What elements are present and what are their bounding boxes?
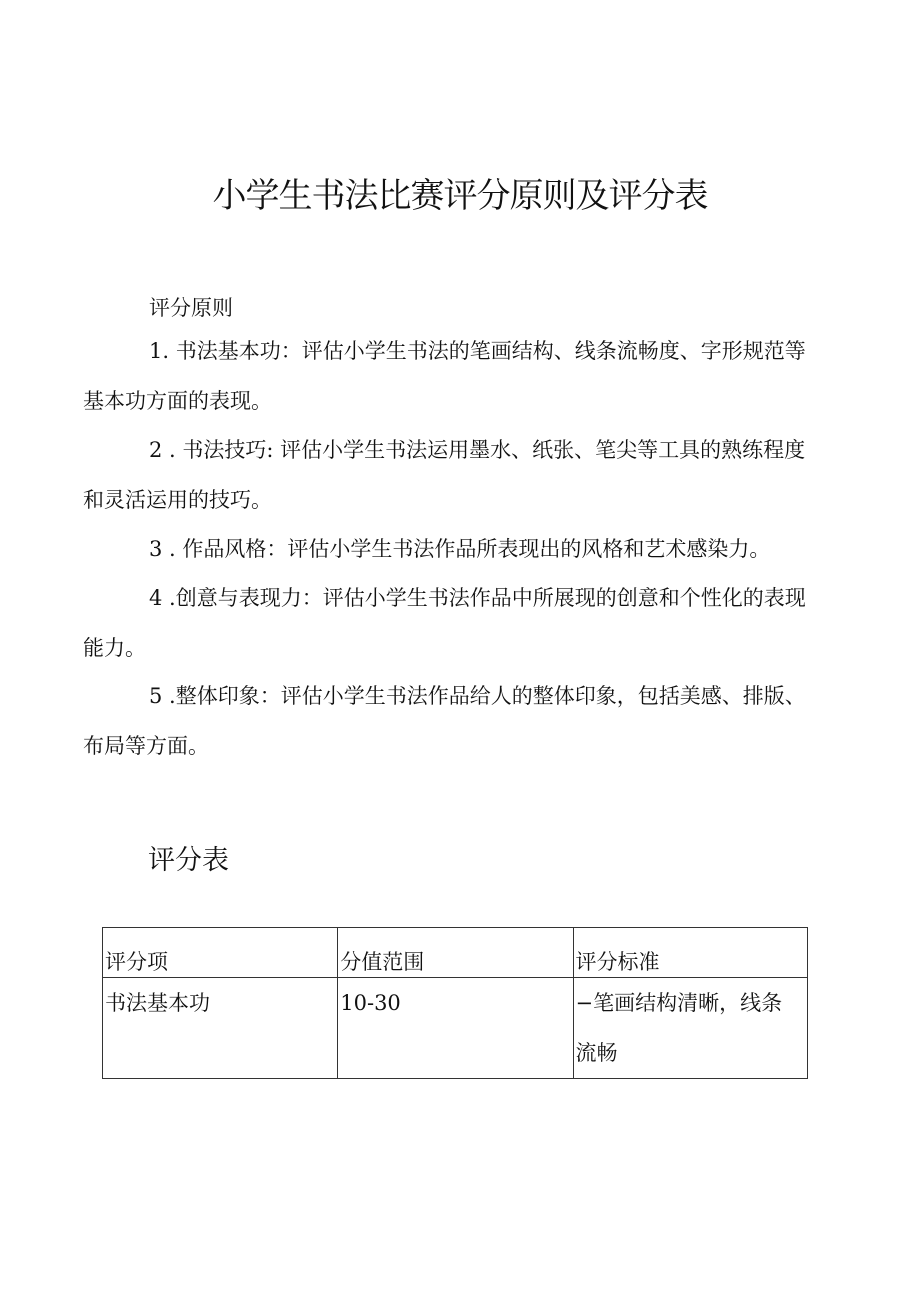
item-cell: 书法基本功 — [103, 978, 338, 1079]
column-header — [103, 928, 338, 978]
column-header-label: 评分标准 — [575, 950, 660, 974]
principle-item: 4 .创意与表现力：评估小学生书法作品中所展现的创意和个性化的表现能力。 — [83, 586, 806, 660]
criteria-cell: −笔画结构清晰，线条流畅 — [573, 978, 807, 1079]
table-header-row — [103, 928, 808, 978]
column-header — [338, 928, 573, 978]
principle-item: 5 .整体印象：评估小学生书法作品给人的整体印象，包括美感、排版、布局等方面。 — [83, 684, 806, 758]
principle-item: 3 . 作品风格：评估小学生书法作品所表现出的风格和艺术感染力。 — [149, 537, 771, 561]
column-header — [573, 928, 807, 978]
column-header-label: 分值范围 — [340, 950, 425, 974]
principle-item: 1. 书法基本功：评估小学生书法的笔画结构、线条流畅度、字形规范等基本功方面的表现。 — [83, 339, 806, 413]
page-title: 小学生书法比赛评分原则及评分表 — [212, 176, 708, 216]
range-cell: 10-30 — [338, 978, 573, 1079]
score-table-heading: 评分表 — [148, 845, 229, 876]
table-row — [103, 978, 808, 1079]
score-table — [102, 927, 808, 1079]
principle-item: 2 . 书法技巧: 评估小学生书法运用墨水、纸张、笔尖等工具的熟练程度和灵活运用的技巧。 — [83, 438, 806, 512]
principles-heading: 评分原则 — [149, 296, 233, 320]
column-header-label: 评分项 — [105, 950, 168, 974]
